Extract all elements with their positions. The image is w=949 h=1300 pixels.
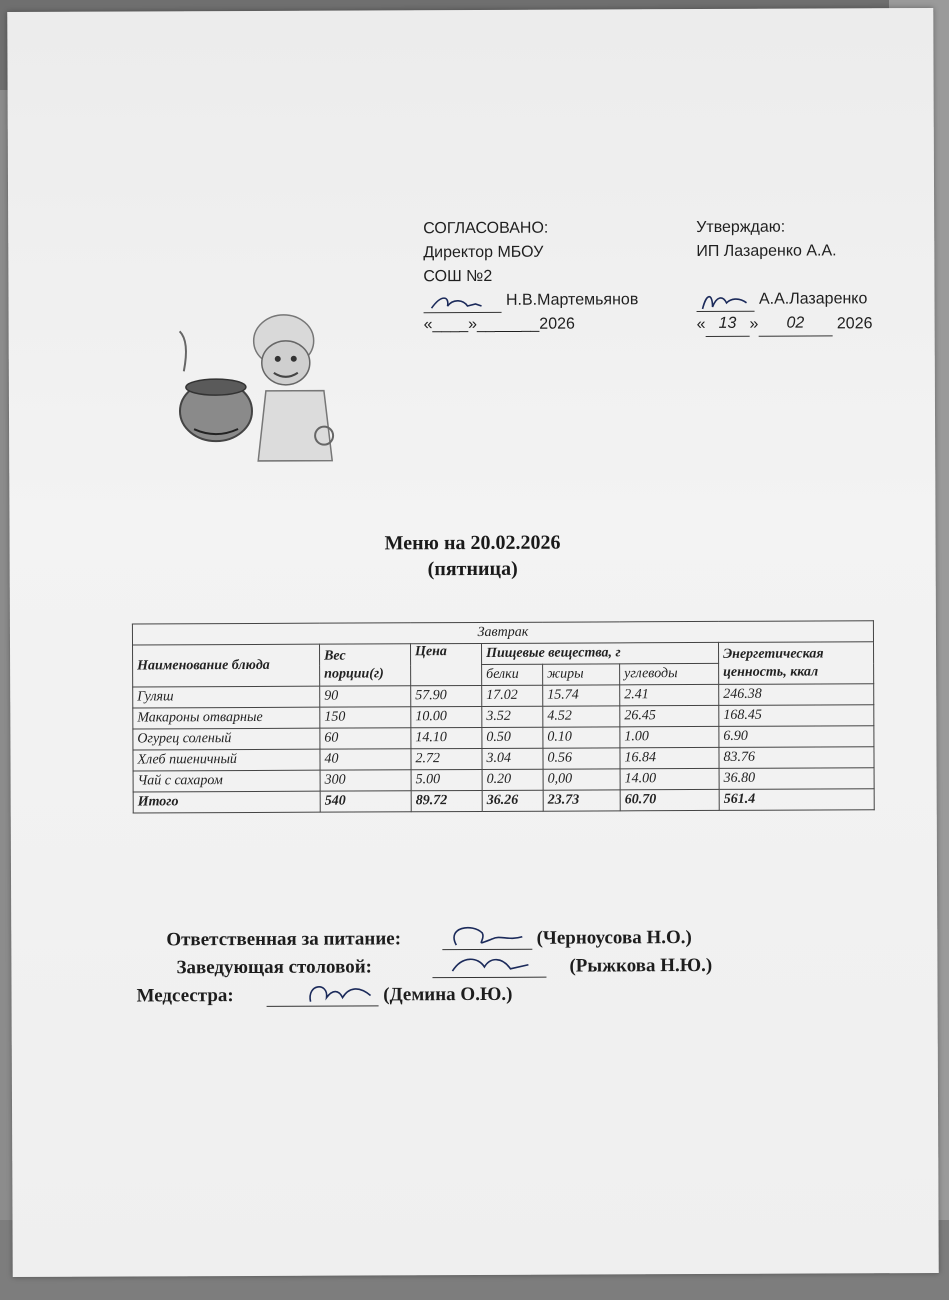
- table-total-row: [133, 789, 874, 813]
- cell-price: 14.10: [411, 727, 482, 748]
- canteen-label: Заведующая столовой:: [176, 956, 372, 979]
- header-weight: Вес порции(г): [320, 644, 411, 686]
- date-day: 13: [705, 312, 749, 337]
- handwritten-signature-icon: [442, 923, 532, 953]
- nutrition-label: Ответственная за питание:: [166, 928, 402, 951]
- approval-right: [696, 215, 872, 337]
- cell-proteins: 0.50: [482, 727, 543, 748]
- cell-price: 5.00: [411, 769, 482, 790]
- cell-total-price: 89.72: [411, 790, 482, 811]
- cell-total-label: Итого: [133, 791, 320, 813]
- handwritten-signature-icon: [433, 951, 547, 979]
- cell-dish: Макароны отварные: [133, 707, 320, 729]
- approval-right-signature-row: [696, 287, 872, 312]
- chef-illustration-icon: [174, 301, 345, 472]
- signature-line: [433, 959, 547, 978]
- cell-total-weight: 540: [320, 791, 411, 812]
- canteen-name: (Рыжкова Н.Ю.): [569, 954, 713, 977]
- header-energy: Энергетическая ценность, ккал: [719, 642, 874, 685]
- signature-nurse: [136, 984, 512, 1008]
- cell-weight: 40: [320, 749, 411, 770]
- cell-energy: 168.45: [719, 705, 874, 727]
- cell-fats: 0.56: [543, 748, 620, 769]
- approval-left-school: СОШ №2: [423, 267, 493, 286]
- approval-right-date: « 13 » 02 2026: [697, 311, 873, 337]
- cell-dish: Хлеб пшеничный: [133, 749, 320, 771]
- signature-canteen: [176, 955, 712, 979]
- cell-price: 10.00: [411, 706, 482, 727]
- nurse-name: (Демина О.Ю.): [383, 983, 513, 1006]
- table-meal-label: Завтрак: [132, 621, 873, 645]
- cell-total-energy: 561.4: [719, 789, 874, 811]
- header-nutrients: Пищевые вещества, г: [482, 642, 719, 664]
- handwritten-signature-icon: [423, 292, 501, 314]
- cell-dish: Огурец соленый: [133, 728, 320, 750]
- cell-price: 57.90: [411, 685, 482, 706]
- cell-weight: 60: [320, 728, 411, 749]
- cell-proteins: 17.02: [482, 685, 543, 706]
- approval-left-date: «____»_______2026: [423, 315, 575, 334]
- approval-left-position: Директор МБОУ: [423, 243, 544, 262]
- header-name: Наименование блюда: [133, 644, 320, 687]
- cell-carbs: 2.41: [620, 684, 719, 705]
- signature-line: [442, 931, 532, 950]
- menu-table: [132, 620, 875, 813]
- page-title: Меню на 20.02.2026: [384, 531, 561, 555]
- signature-line: [423, 294, 501, 313]
- cell-proteins: 0.20: [482, 769, 543, 790]
- approval-right-heading: Утверждаю:: [696, 218, 786, 237]
- cell-total-proteins: 36.26: [482, 790, 543, 811]
- cell-dish: Гуляш: [133, 686, 320, 708]
- signature-line: [266, 987, 378, 1006]
- signature-line: [696, 293, 754, 312]
- approval-right-company: ИП Лазаренко А.А.: [696, 242, 837, 261]
- approval-left-heading: СОГЛАСОВАНО:: [423, 219, 549, 238]
- header-fats: жиры: [543, 664, 620, 685]
- cell-fats: 15.74: [543, 685, 620, 706]
- cell-energy: 83.76: [719, 747, 874, 769]
- cell-carbs: 14.00: [620, 768, 719, 789]
- cell-price: 2.72: [411, 748, 482, 769]
- document-sheet: [7, 8, 939, 1277]
- nurse-label: Медсестра:: [136, 985, 234, 1007]
- approval-left-signer: Н.В.Мартемьянов: [505, 291, 639, 309]
- header-proteins: белки: [482, 664, 543, 685]
- handwritten-signature-icon: [266, 979, 378, 1007]
- header-carbs: углеводы: [620, 663, 719, 684]
- date-month: 02: [758, 311, 832, 336]
- cell-proteins: 3.04: [482, 748, 543, 769]
- cell-fats: 0,00: [543, 769, 620, 790]
- cell-carbs: 26.45: [620, 705, 719, 726]
- cell-weight: 150: [320, 707, 411, 728]
- nutrition-name: (Черноусова Н.О.): [536, 927, 692, 949]
- page-subtitle: (пятница): [427, 557, 518, 581]
- cell-energy: 36.80: [719, 768, 874, 790]
- cell-weight: 90: [320, 686, 411, 707]
- handwritten-signature-icon: [696, 291, 754, 313]
- cell-carbs: 1.00: [620, 726, 719, 747]
- approval-left: [423, 216, 638, 337]
- cell-total-fats: 23.73: [543, 790, 620, 811]
- approval-right-signer: А.А.Лазаренко: [758, 290, 868, 308]
- table-header-row: [133, 642, 874, 666]
- cell-fats: 4.52: [543, 706, 620, 727]
- cell-proteins: 3.52: [482, 706, 543, 727]
- cell-weight: 300: [320, 770, 411, 791]
- signature-nutrition: [166, 927, 692, 951]
- cell-carbs: 16.84: [620, 747, 719, 768]
- cell-energy: 6.90: [719, 726, 874, 748]
- header-price: Цена: [411, 643, 482, 685]
- cell-dish: Чай с сахаром: [133, 770, 320, 792]
- approval-left-signature-row: [423, 288, 638, 313]
- cell-fats: 0.10: [543, 727, 620, 748]
- cell-total-carbs: 60.70: [620, 789, 719, 810]
- cell-energy: 246.38: [719, 684, 874, 706]
